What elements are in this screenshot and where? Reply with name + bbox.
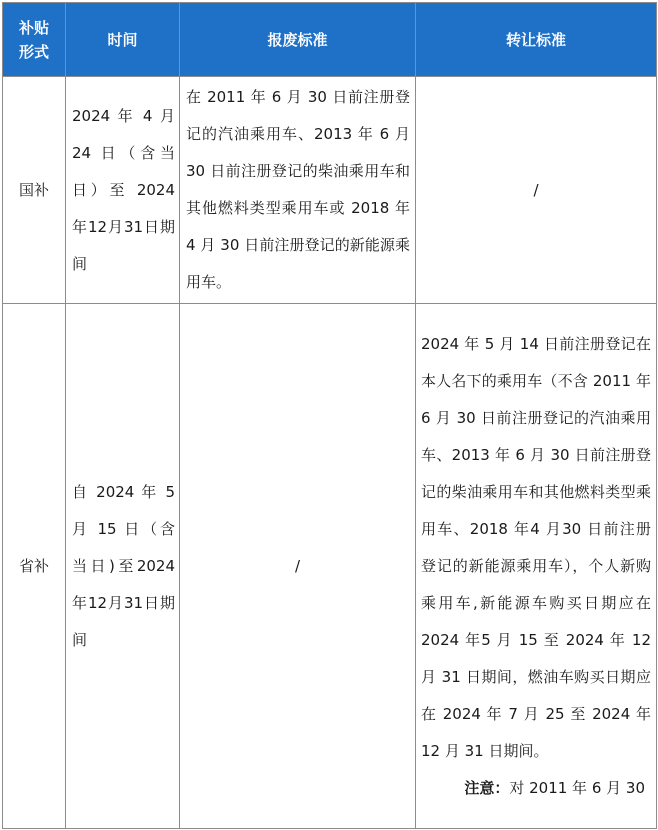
header-time: 时间 — [66, 3, 180, 77]
note-label: 注意： — [464, 778, 510, 797]
header-scrap-standard: 报废标准 — [180, 3, 416, 77]
cell-time: 2024 年 4 月 24 日（含当日）至 2024 年12月31日期间 — [66, 77, 180, 304]
cell-transfer-standard — [416, 304, 657, 829]
cell-scrap-standard: / — [180, 304, 416, 829]
note-line — [421, 770, 651, 807]
header-transfer-standard: 转让标准 — [416, 3, 657, 77]
cell-subsidy-type: 省补 — [3, 304, 66, 829]
cell-subsidy-type: 国补 — [3, 77, 66, 304]
table-row-provincial-subsidy — [3, 304, 657, 829]
header-subsidy-type — [3, 3, 66, 77]
note-text: 对 2011 年 6 月 30 — [509, 778, 645, 797]
cell-transfer-standard: / — [416, 77, 657, 304]
transfer-standard-text: 2024 年 5 月 14 日前注册登记在本人名下的乘用车（不含 2011 年 6 月 30 日前注册登记的汽油乘用车、2013 年 6 月 30 日前注册登记的柴油乘用车和其他燃料类型乘用车、2018 年4 月30 日前注册登记的新能源乘用车），个人新购乘用车,新能源车购买日期应在 2024 年5 月 15 至 2024 年 12 月 31 日期间，燃油车购买日期应在 2024 年 7 月 25 至 2024 年 12 月 31 日期间。 — [421, 334, 651, 760]
cell-scrap-standard: 在 2011 年 6 月 30 日前注册登记的汽油乘用车、2013 年 6 月 30 日前注册登记的柴油乘用车和其他燃料类型乘用车或 2018 年 4 月 30 日前注册登记的新能源乘用车。 — [180, 77, 416, 304]
header-subsidy-type-line2: 形式 — [18, 42, 49, 61]
table-header-row — [3, 3, 657, 77]
header-subsidy-type-line1: 补贴 — [18, 18, 49, 37]
table-row-national-subsidy — [3, 77, 657, 304]
subsidy-table — [2, 2, 657, 829]
cell-time: 自 2024 年 5 月 15 日（含当日)至2024 年12月31日期间 — [66, 304, 180, 829]
